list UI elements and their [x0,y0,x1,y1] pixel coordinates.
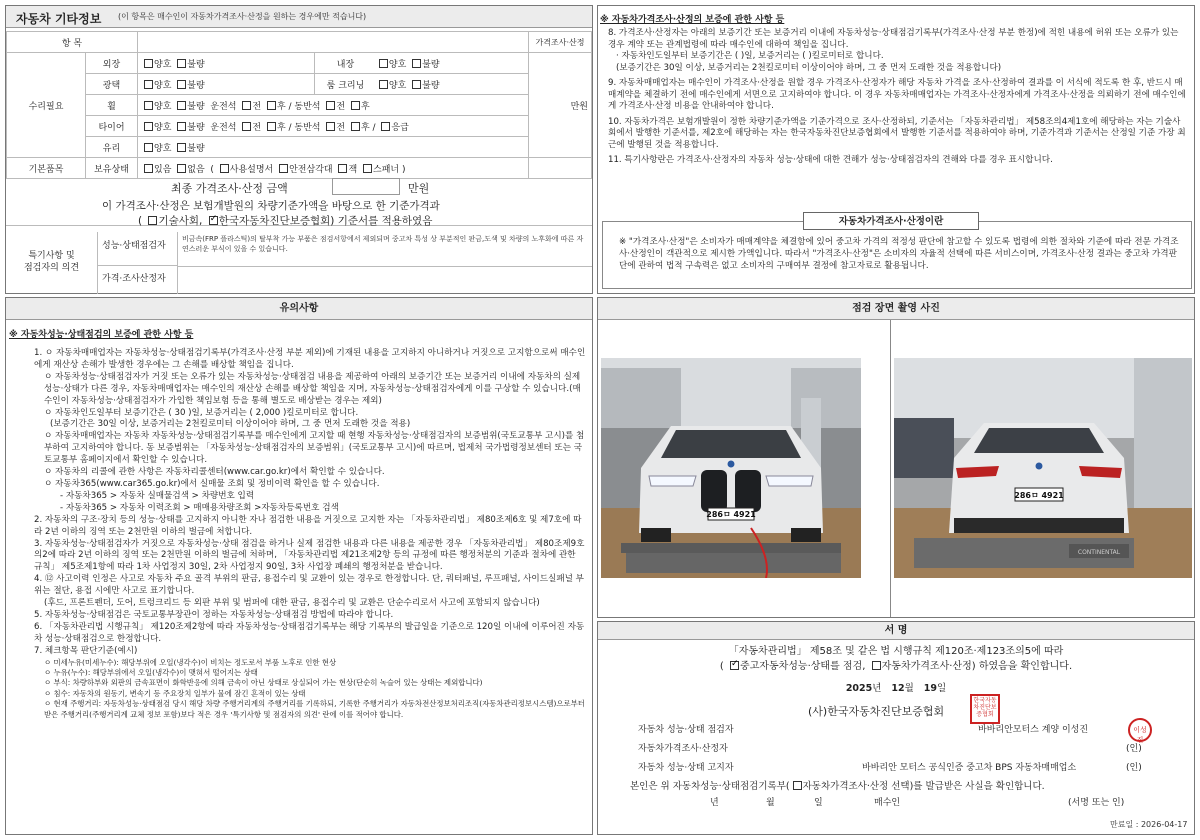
rear-car-photo [894,358,1192,578]
exterior-good-checkbox[interactable] [144,59,153,68]
none-checkbox[interactable] [177,164,186,173]
room-clean-options: 룸 크리닝 양호 불량 [315,74,529,95]
glass-bad-checkbox[interactable] [177,143,186,152]
note-6: 6. 「자동차관리법 시행규칙」 제120조제2항에 따라 자동차성능·상태점검기록부는 해당 기록부의 발급일을 기준으로 120일 이내에 이루어진 자동차 성능·상태점검으로 한정합니다. [34,621,585,644]
repair-needed-label: 수리필요 [7,53,86,158]
definition-box-title: 자동차가격조사·산정이란 [803,212,979,230]
association-name: (사)한국자동차진단보증협회 [808,705,945,718]
gloss-options: 양호 불량 [138,74,315,95]
standard-text: 이 가격조사·산정은 보험개발원의 차량기준가액을 바탕으로 한 기준가격과 [102,200,440,212]
tire-spare-checkbox[interactable] [381,122,390,131]
front-license-plate: 286ㅁ 4921 [706,510,756,519]
note-3: 3. 자동차성능·상태점검자가 거짓으로 자동차성능·상태 점검을 하거나 실제 점검한 내용과 다른 내용을 제공한 경우 「자동차관리법」 제80조제9호의2에 따라 2년 이하의 징역 또는 2천만원 이하의 벌금에 처하며, 「자동차관리법 제21조제2항 등의 규정에 따른 행정처분의 기준과 절차에 관한 규칙」 제5조제1항에 따라 1차 사업정지 30일, 2차 사업정지 90일, 3차 사업장 폐쇄의 행정처분을 받습니다. [34,538,585,573]
col-price-header: 가격조사·산정 [529,32,592,53]
room-clean-bad-checkbox[interactable] [412,80,421,89]
photos-header: 점검 장면 촬영 사진 [598,298,1194,320]
wheel-options: 양호 불량 운전석 전 후 / 동반석 전 후 [138,95,529,116]
assessor-label: 자동차가격조사·산정자 [638,744,728,754]
note-1-warranty: ㅇ 자동차성능·상태점검자가 거짓 또는 오류가 있는 자동차성능·상태점검 내용을 제공하여 아래의 보증기간 또는 보증거리 이내에 자동차의 실제 성능·상태가 다른 경우, 자동차매매업자는 매수인의 재산상 손해를 배상할 책임을 지며, 자동차성능·상태점검자에게 이를 구상할 수 있습니다.(매수인이 자동차성능·상태점검자가 가입한 책임보험 등을 통해 별도로 배상받는 경우는 제외) [44,371,581,406]
warranty-item-10: 10. 자동차가격은 보험개발원이 정한 차량기준가액을 기준가격으로 조사·산정하되, 기준서는 「자동차관리법」 제58조의4제1호에 해당하는 자는 기술사회에서 발행한 기준서를, 제2호에 해당하는 자는 한국자동차진단보증협회에서 발행한 기준서를 적용하여야 하며, 기준가격과 기준서는 산정일 기준 가장 최근에 발행된 것을 적용합니다. [608,116,1186,150]
other-info-subtitle: (이 항목은 매수인이 자동차가격조사·산정을 원하는 경우에만 적습니다) [118,12,367,21]
row-glass-label: 유리 [86,137,138,158]
tire-passenger-rear-checkbox[interactable] [351,122,360,131]
tire-passenger-front-checkbox[interactable] [326,122,335,131]
warranty-item-11: 11. 특기사항란은 가격조사·산정자의 자동차 성능·상태에 대한 견해가 성능·상태점검자의 견해와 다를 경우 표시합니다. [608,155,1053,165]
warranty-item-8-sub2: (보증기간은 30일 이상, 보증거리는 2천킬로미터 이상이어야 하며, 그 중 먼저 도래한 것을 적용합니다) [616,62,1002,73]
basic-items-options: 있음 없음 ( 사용설명서 안전삼각대 잭 스패너 ) [138,158,529,179]
room-clean-good-checkbox[interactable] [379,80,388,89]
glass-good-checkbox[interactable] [144,143,153,152]
receipt-month-label: 월 [766,798,775,808]
note-5: 5. 자동차성능·상태점검은 국토교통부장관이 정하는 자동차성능·상태점검 방법에 따라야 합니다. [34,609,394,620]
row-gloss-label: 광택 [86,74,138,95]
receipt-year-label: 년 [710,798,719,808]
jack-checkbox[interactable] [338,164,347,173]
note-1-period: ㅇ 자동차인도일부터 보증기간은 ( 30 )일, 보증거리는 ( 2,000 )킬로미터로 합니다. [44,407,359,418]
buyer-signature-field[interactable]: (서명 또는 인) [1068,798,1125,808]
notes-panel [5,297,593,835]
inspector-label: 자동차 성능·상태 점검자 [638,725,734,735]
rear-license-plate: 286ㅁ 4921 [1014,491,1064,500]
signature-panel [597,621,1195,835]
warranty-item-8: 8. 가격조사·산정자는 아래의 보증기간 또는 보증거리 이내에 자동차성능·상태점검기록부(가격조사·산정 부분 한정)에 적힌 내용에 허위 또는 오류가 있는 경우 계약 또는 관계법령에 따라 매수인에 대하여 책임을 집니다. [608,28,1179,50]
definition-box-text: ※ "가격조사·산정"은 소비자가 매매계약을 체결함에 있어 중고차 가격의 적정성 판단에 참고할 수 있도록 법령에 의한 절차와 기준에 따라 전문 가격조사·산정인이 객관적으로 제시한 가액입니다. 따라서 "가격조사·산정"은 소비자의 자율적 선택에 따른 서비스이며, 가격조사·산정 결과는 중고차 가격판단에 관하여 법적 구속력은 없고 소비자의 구매여부 결정에 참고자료로 활용됩니다. [619,237,1179,271]
warranty-items [608,28,1186,167]
other-info-title: 자동차 기타정보 [16,12,102,26]
exterior-bad-checkbox[interactable] [177,59,186,68]
note-1-recall: ㅇ 자동차의 리콜에 관한 사항은 자동차리콜센터(www.car.go.kr)에서 확인할 수 있습니다. [44,467,385,478]
final-price-label: 최종 가격조사·산정 금액 [171,182,288,195]
wheel-passenger-rear-checkbox[interactable] [351,101,360,110]
front-car-photo [601,358,861,578]
receipt-price-checkbox[interactable] [793,781,802,790]
note-4-detail: (후드, 프론트펜더, 도어, 트렁크리드 등 외판 부위 및 범퍼에 대한 판금, 용접수리 및 교환은 단순수리로서 사고에 포함되지 않습니다) [44,598,540,609]
tire-bad-checkbox[interactable] [177,122,186,131]
wheel-driver-front-checkbox[interactable] [242,101,251,110]
notifier-label: 자동차 성능·상태 고지자 [638,763,734,773]
notes-list [34,348,586,720]
warranty-item-9: 9. 자동차매매업자는 매수인이 가격조사·산정을 원할 경우 가격조사·산정자가 해당 자동차 가격을 조사·산정하여 결과를 이 서식에 적도록 한 후, 반드시 매매계약을 체결하기 전에 매수인에게 서면으로 고지하여야 합니다. 이 경우 자동차매매업자는 가격조사·산정자에게 가격조사·산정을 의뢰하기 전에 매수인에게 가격조사·산정 비용을 안내하여야 합니다. [608,78,1186,111]
tire-driver-front-checkbox[interactable] [242,122,251,131]
vehicle-other-info-panel [5,5,593,294]
signature-header: 서 명 [598,622,1194,640]
law-text: 「자동차관리법」 제58조 및 같은 법 시행규칙 제120조·제123조의5에 따라 [728,646,1064,657]
notes-header: 유의사항 [6,298,592,320]
receipt-day-label: 일 [814,798,823,808]
inspection-photos-panel [597,297,1195,618]
interior-bad-checkbox[interactable] [412,59,421,68]
basic-items-label: 기본품목 [7,158,86,179]
spanner-checkbox[interactable] [363,164,372,173]
receipt-confirmation: 본인은 위 자동차성능·상태점검기록부( 자동차가격조사·산정 선택)를 발급받은 사실을 확인합니다. [630,781,1045,792]
exterior-options: 양호 불량 [138,53,315,74]
price-assessor-label: 가격·조사산정자 [98,266,178,294]
tech-society-checkbox[interactable] [148,216,157,225]
note-1-scope: ㅇ 자동차매매업자는 자동차 자동차성능·상태점검기록부를 매수인에게 고지할 때 현행 자동차성능·상태점검자의 보증범위(국토교통부 고시)를 첨부하여 고지하여야 합니다. 동 보증범위는 「자동차성능·상태점검자의 보증범위」(국토교통부 고시)에 따르며, 법제처 국가법령정보센터 또는 국토교통부 홈페이지에서 확인할 수 있습니다. [44,431,585,466]
manual-checkbox[interactable] [220,164,229,173]
warranty-title: ※ 자동차가격조사·산정의 보증에 관한 사항 등 [600,15,785,25]
inspector-value: 바바리안모터스 계양 이성진 [978,725,1089,735]
final-price-unit: 만원 [408,182,430,195]
note-7-criteria: ㅇ 미세누유(미세누수): 해당부위에 오일(냉각수)이 비치는 정도로서 부품 노후로 인한 현상 ㅇ 누유(누수): 해당부위에서 오일(냉각수)이 맺혀서 떨어지는 상태 ㅇ 부식: 차량하부와 외판의 금속표면이 화학반응에 의해 금속이 아닌 상태로 상실되어 가는 현상(단순히 녹슬어 있는 상태는 제외합니다) ㅇ 침수: 자동차의 원동기, 변속기 등 주요장치 일부가 물에 잠긴 흔적이 있는 상태 ㅇ 현재 주행거리: 자동차성능·상태점검 당시 해당 차량 주행거리계의 주행거리를 기록하되, 기록한 주행거리가 자동차전산정보처리조직(자동차관리정보시스템)으로부터 받은 주행거리(주행거리계 교체 정보 포함)보다 적은 경우 '특기사항 및 점검자의 의견' 란에 이를 적어야 합니다. [44,657,585,719]
repair-table [6,31,592,179]
expiry-date: 만료일 : 2026-04-17 [1110,820,1188,829]
col-item-header: 항 목 [7,32,138,53]
wheel-bad-checkbox[interactable] [177,101,186,110]
tire-options: 양호 불량 운전석 전 후 / 동반석 전 후 / 응급 [138,116,529,137]
buyer-label: 매수인 [874,798,901,808]
assessor-seal: (인) [1126,744,1142,754]
note-4: 4. ⑫ 사고이력 인정은 사고로 자동차 주요 골격 부위의 판금, 용접수리 및 교환이 있는 경우로 한정합니다. 단, 쿼터패널, 루프패널, 사이드실패널 부위는 절단, 용접 시에만 사고로 표기합니다. [34,574,584,597]
dyno-machine-label: CONTINENTAL [1077,549,1121,556]
interior-options: 내장 양호 불량 [315,53,529,74]
note-2: 2. 자동차의 구조·장치 등의 성능·상태를 고지하지 아니한 자나 점검한 내용을 거짓으로 고지한 자는 「자동차관리법」 제80조제6호 및 제7호에 따라 2년 이하의 징역 또는 2천만원 이하의 벌금에 처합니다. [34,514,582,537]
interior-good-checkbox[interactable] [379,59,388,68]
triangle-checkbox[interactable] [279,164,288,173]
standard-options: ( 기술사회, ✓ 한국자동차진단보증협회) 기준서를 적용하였음 [138,213,432,228]
confirm-options: ( ✓중고자동차성능·상태를 점검, 자동차가격조사·산정) 하였음을 확인합니다. [598,657,1194,672]
special-remarks [6,232,592,294]
note-7: 7. 체크항목 판단기준(예시) [34,645,138,656]
note-1-car365: ㅇ 자동차365(www.car365.go.kr)에서 실매물 조회 및 정비이력 확인을 할 수 있습니다. [44,478,380,489]
row-exterior-label: 외장 [86,53,138,74]
note-1: 1. ㅇ 자동차매매업자는 자동차성능·상태점검기록부(가격조사·산정 부분 제외)에 기재된 내용을 고지하지 아니하거나 거짓으로 고지함으로써 매수인에게 재산상 손해가 발생한 경우에는 그 손해를 배상할 책임을 집니다. [34,348,586,370]
wheel-passenger-front-checkbox[interactable] [326,101,335,110]
performance-inspector-label: 성능·상태점검자 [98,232,178,266]
tire-good-checkbox[interactable] [144,122,153,131]
price-assessment-warranty-panel [597,5,1195,294]
performance-inspector-note: 비금속(FRP 플라스틱)의 탈부착 가능 부품은 점검서항에서 제외되며 중고차 특성 상 부분적인 판금,도색 및 차량의 노후화에 따른 자연스러운 부식이 있을 수 있습니다. [182,235,584,253]
final-price-row [6,176,592,226]
final-price-input[interactable] [332,178,400,195]
gloss-good-checkbox[interactable] [144,80,153,89]
tire-driver-rear-checkbox[interactable] [267,122,276,131]
other-info-header [6,6,592,28]
special-remarks-label: 특기사항 및 점검자의 의견 [6,232,98,294]
glass-options: 양호 불량 [138,137,529,158]
price-assessment-definition-box [602,216,1192,289]
notifier-value: 바바리안 모터스 공식인증 중고차 BPS 자동차매매업소 [862,763,1077,773]
have-checkbox[interactable] [144,164,153,173]
warranty-item-8-sub1: · 자동차인도일부터 보증기간은 ( )일, 보증거리는 ( )킬로미터로 합니다. [616,51,884,61]
association-seal: 한국자동차진단보증협회 [970,694,1000,724]
wheel-driver-rear-checkbox[interactable] [267,101,276,110]
wheel-good-checkbox[interactable] [144,101,153,110]
note-1-car365-b: - 자동차365 > 자동차 이력조회 > 매매용차량조회 >자동차등록번호 검색 [60,502,339,513]
notifier-seal: (인) [1126,763,1142,773]
signature-date: 2025년 12월 19일 [845,683,947,694]
gloss-bad-checkbox[interactable] [177,80,186,89]
row-tire-label: 타이어 [86,116,138,137]
performance-checked-checkbox[interactable] [730,661,739,670]
notes-title: ※ 자동차성능·상태점검의 보증에 관한 사항 등 [9,330,194,340]
price-assessed-checkbox[interactable] [872,661,881,670]
note-1-car365-a: - 자동차365 > 자동차 실매물검색 > 차량번호 입력 [60,490,255,501]
holding-status-label: 보유상태 [86,158,138,179]
repair-price-cell: 만원 [529,53,592,158]
note-1-period-detail: (보증기간은 30일 이상, 보증거리는 2천킬로미터 이상이어야 하며, 그 중 먼저 도래한 것을 적용) [50,419,411,430]
row-wheel-label: 휠 [86,95,138,116]
inspector-seal: 이성진 [1128,718,1152,742]
kadia-checkbox[interactable] [209,216,218,225]
